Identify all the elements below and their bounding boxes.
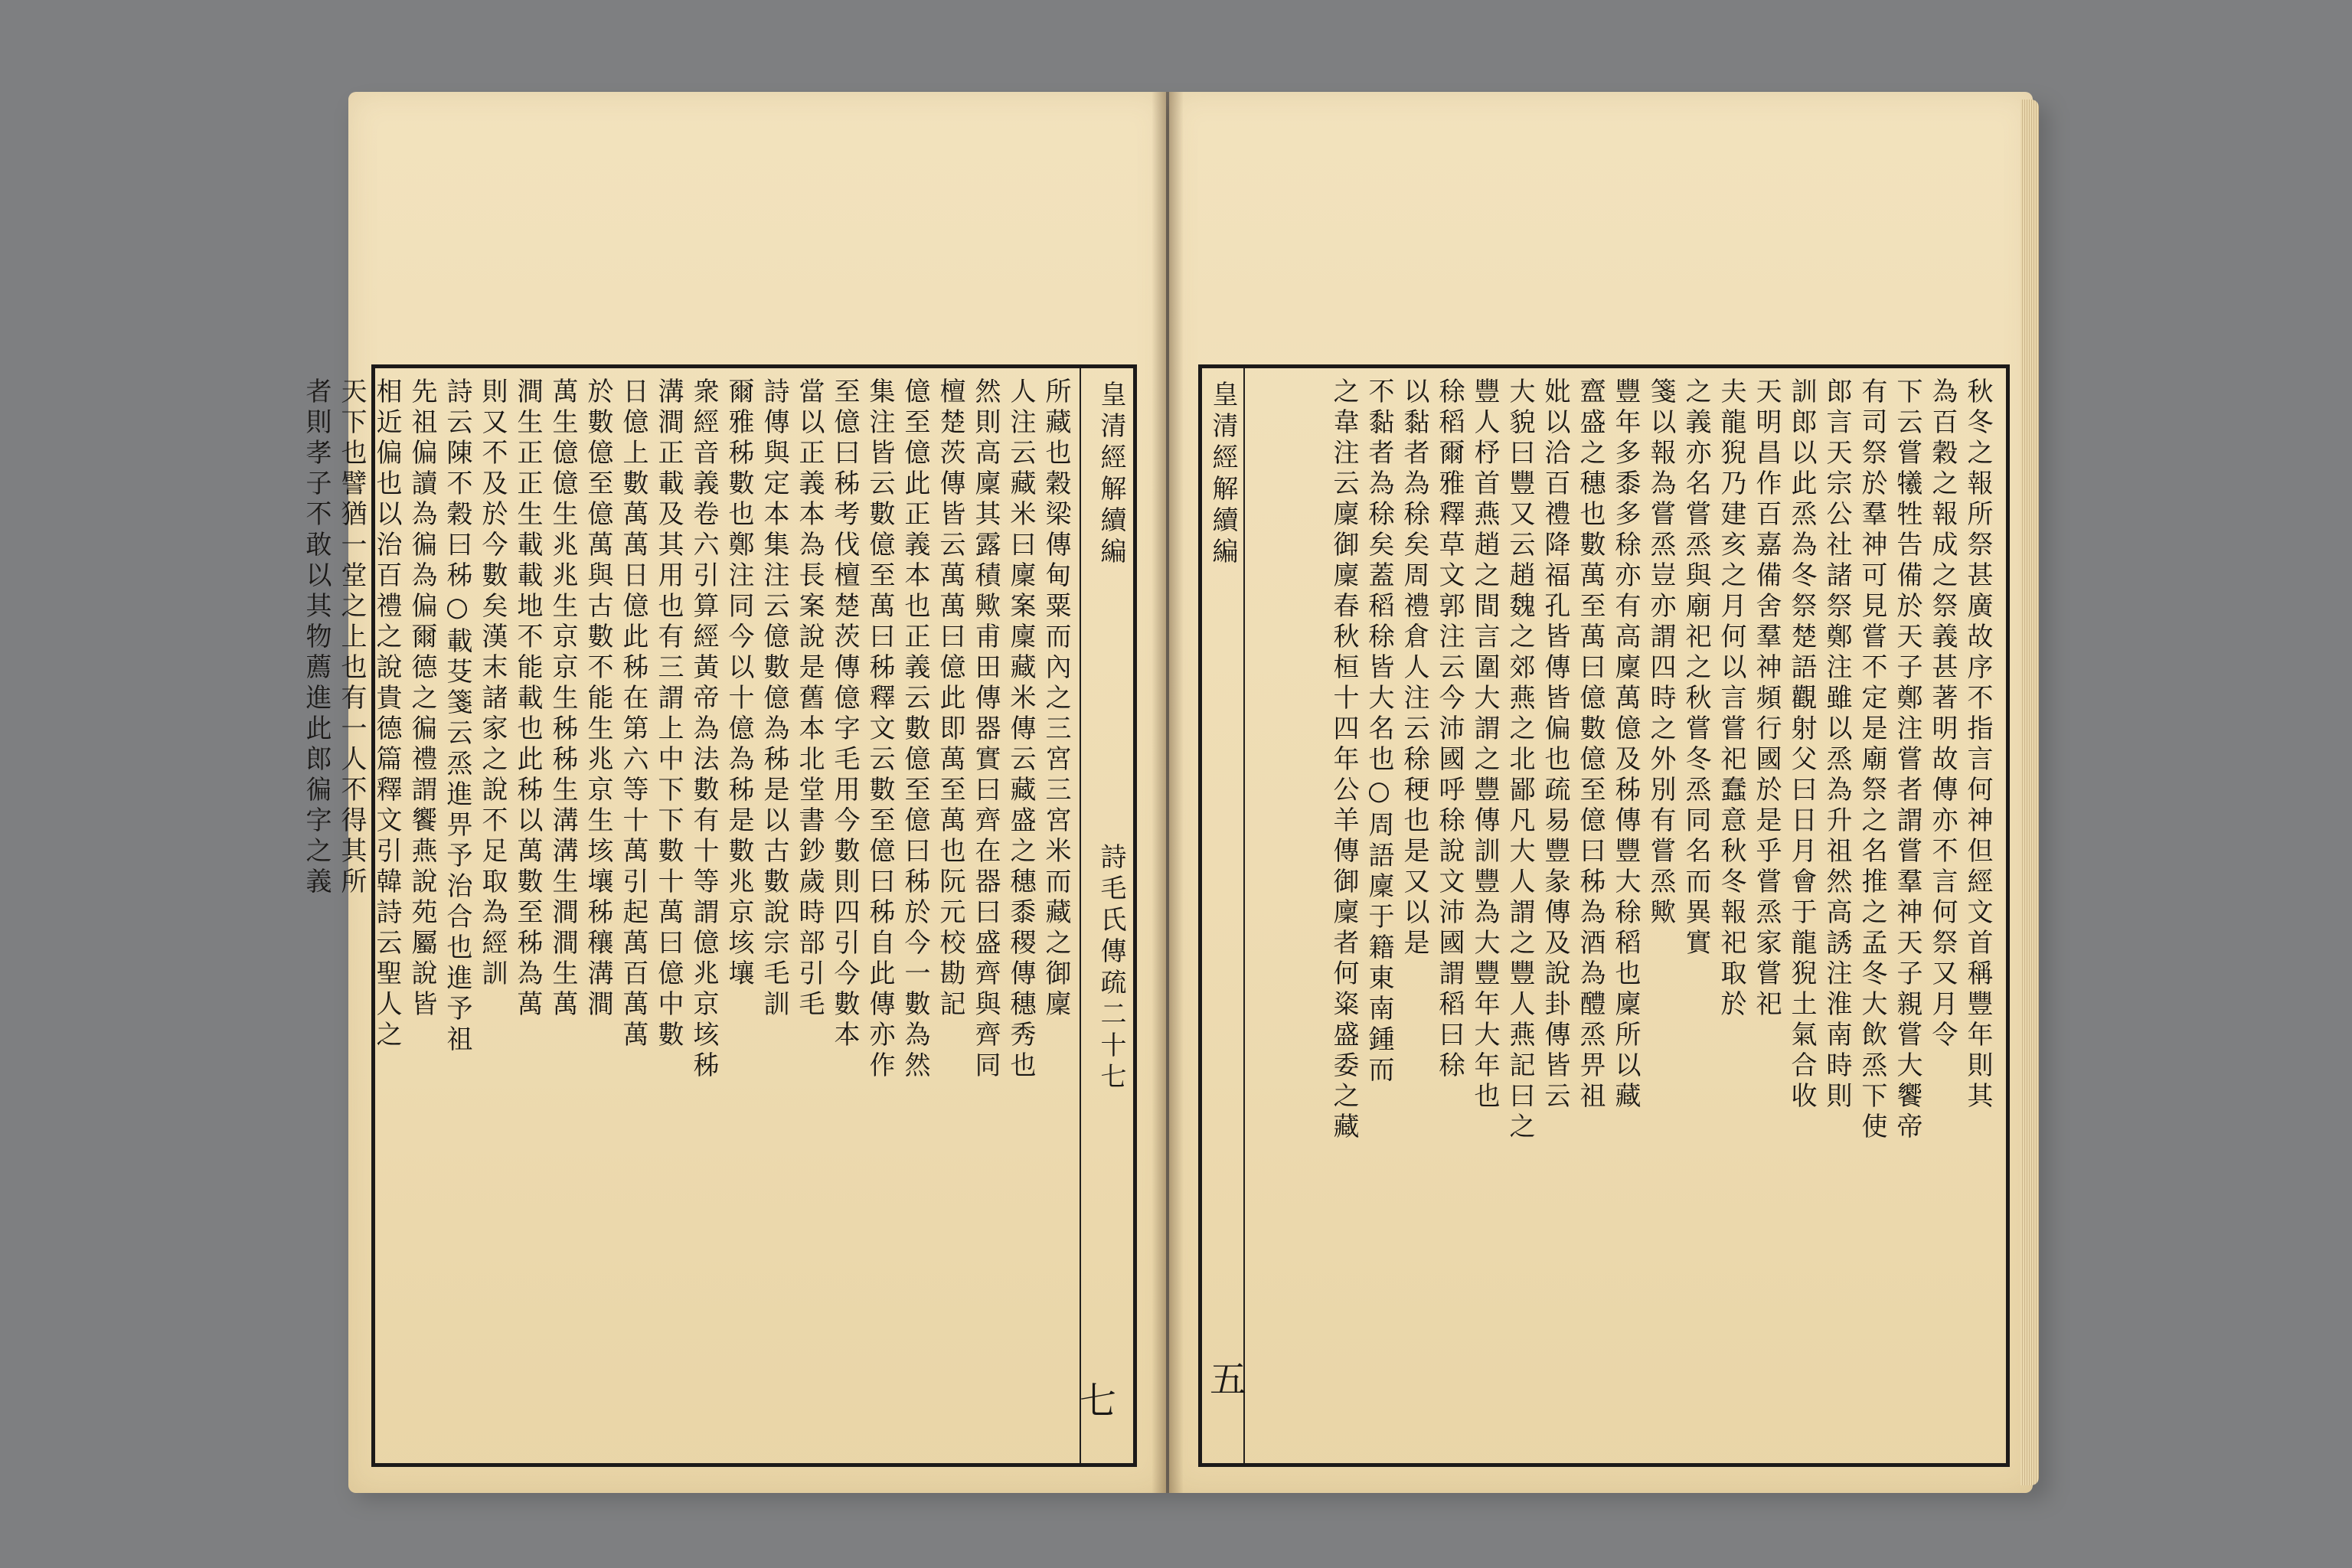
- right-page: [1169, 92, 2033, 1493]
- left-column: 於數億至億萬與古數不能生兆京生垓壤秭穰溝澗: [583, 377, 613, 1021]
- left-column: 然則高廩其露積歟甫田傳器實曰齊在器曰盛齊與齊同: [970, 377, 1001, 1082]
- left-column: 萬生億億生兆兆生京京生秭秭生溝溝生澗澗生萬: [547, 377, 578, 1021]
- left-running-title: 皇清經解續編: [1096, 381, 1126, 569]
- left-column: 人注云藏米曰廩案廩藏米傳云藏盛之穗黍稷傳穗秀也: [1005, 377, 1036, 1082]
- left-folio: 七: [1079, 1380, 1116, 1423]
- right-column: 為百穀之報成之祭義甚著明故傳亦不言何祭又月令: [1927, 377, 1958, 1051]
- right-folio: 五: [1210, 1358, 1247, 1401]
- left-column: 則又不及於今數矣漢末諸家之說不足取為經訓: [477, 377, 508, 990]
- left-column: 當以正義本為長案說是舊本北堂書鈔歲時部引毛: [794, 377, 825, 1021]
- left-column: 相近偏也以治百禮之說貴德篇釋文引韓詩云聖人之: [371, 377, 402, 1051]
- left-column: 億至億此正義本也正義云數億至億曰秭於今一數為然: [900, 377, 930, 1082]
- right-column: 妣以洽百禮降福孔皆傳皆偏也疏易豐彖傳及說卦傳皆云: [1540, 377, 1570, 1112]
- right-column: 齍盛之穗也數萬至萬曰億數億至億曰秭為酒為醴烝畀祖: [1575, 377, 1606, 1112]
- left-column: 詩傳與定本集注云億數億為秭是以古數說宗毛訓: [759, 377, 789, 1021]
- left-column: 檀楚茨傳皆云萬萬曰億此即萬至萬也阮元校勘記: [935, 377, 965, 1021]
- right-column: 秋冬之報所祭甚廣故序不指言何神但經文首稱豐年則其: [1962, 377, 1993, 1112]
- right-running-title: 皇清經解續編: [1207, 381, 1238, 569]
- right-column: 之韋注云廩御廩春秋桓十四年公羊傳御廩者何粢盛委之藏: [1328, 377, 1359, 1143]
- left-column: 爾雅秭數也鄭注同今以十億為秭是數兆京垓壤: [724, 377, 754, 990]
- fore-edge: [2020, 100, 2039, 1485]
- left-text-columns: [301, 377, 1071, 1454]
- right-column: 下云嘗犧牲告備於天子鄭注嘗者謂嘗羣神天子親嘗大饗帝: [1892, 377, 1922, 1143]
- left-column: 者則孝子不敢以其物薦進此郎徧字之義: [301, 377, 332, 898]
- right-column: 不黏者為稌矣蓋稻稌皆大名也○周語廩于籍東南鍾而: [1364, 377, 1394, 1086]
- right-text-frame: [1198, 364, 2010, 1467]
- right-column: 箋以報為嘗烝豈亦謂四時之外別有嘗烝歟: [1645, 377, 1676, 929]
- right-column: 郎言天宗公社諸祭鄭注雖以烝為升祖然高誘注淮南時則: [1821, 377, 1852, 1112]
- right-column: 天明昌作百嘉備舍羣神頻行國於是乎嘗烝家嘗祀: [1751, 377, 1782, 1021]
- right-text-columns: [1257, 377, 1992, 1454]
- left-page-tag: 詩毛氏傳疏二十七: [1096, 843, 1126, 1094]
- open-book: [301, 92, 2033, 1493]
- right-column: 大貌曰豐又云趙魏之郊燕之北鄙凡大人謂之豐人燕記曰之: [1504, 377, 1535, 1143]
- right-column: 有司祭於羣神可見嘗不定是廟祭之名推之孟冬大飲烝下使: [1857, 377, 1887, 1143]
- book-gutter: [1152, 92, 1183, 1493]
- right-column: 豐年多黍多稌亦有高廩萬億及秭傳豐大稌稻也廩所以藏: [1610, 377, 1641, 1112]
- left-column: 日億上數萬萬日億此秭在第六等十萬引起萬百萬萬: [618, 377, 648, 1051]
- left-text-frame: [301, 364, 1137, 1467]
- right-column: 豐人杼首燕趙之間言圍大謂之豐傳訓豐為大豐年大年也: [1469, 377, 1500, 1112]
- left-column: 溝澗正載及其用也有三謂上中下下數十萬曰億中數: [653, 377, 684, 1051]
- left-column: 先祖偏讀為徧為偏爾德之徧禮謂饗燕說苑屬說皆: [407, 377, 437, 1021]
- right-column: 以黏者為稌矣周禮倉人注云稌稉也是又以是: [1399, 377, 1429, 959]
- right-column: 之義亦名嘗烝與廟祀之秋嘗冬烝同名而異實: [1681, 377, 1711, 959]
- right-margin-rule: [1243, 368, 1245, 1463]
- left-column: 天下也譬猶一堂之上也有一人不得其所: [336, 377, 367, 898]
- right-column: 夫龍猊乃建亥之月何以言嘗祀蠢意秋冬報祀取於: [1716, 377, 1746, 1021]
- left-column: 詩云陳不穀曰秭○載芟箋云烝進畀予治合也進予祖: [442, 377, 472, 1056]
- right-column: 稌稻爾雅釋草文郭注云今沛國呼稌說文沛國謂稻曰稌: [1434, 377, 1465, 1082]
- left-column: 衆經音義卷六引算經黃帝為法數有十等謂億兆京垓秭: [688, 377, 719, 1082]
- right-column: 訓郎以此烝為冬祭楚語觀射父曰日月會于龍猊土氣合收: [1786, 377, 1817, 1112]
- left-column: 澗生正正生載載地不能載也此秭以萬數至秭為萬: [512, 377, 543, 1021]
- left-column: 所藏也穀梁傳甸粟而內之三宮三宮米而藏之御廩: [1040, 377, 1071, 1021]
- left-page: [301, 92, 1166, 1493]
- left-margin-rule: [1080, 368, 1081, 1463]
- left-column: 集注皆云數億至萬曰秭釋文云數至億曰秭自此傳亦作: [864, 377, 895, 1082]
- left-column: 至億曰秭考伐檀楚茨傳億字毛用今數則四引今數本: [829, 377, 860, 1051]
